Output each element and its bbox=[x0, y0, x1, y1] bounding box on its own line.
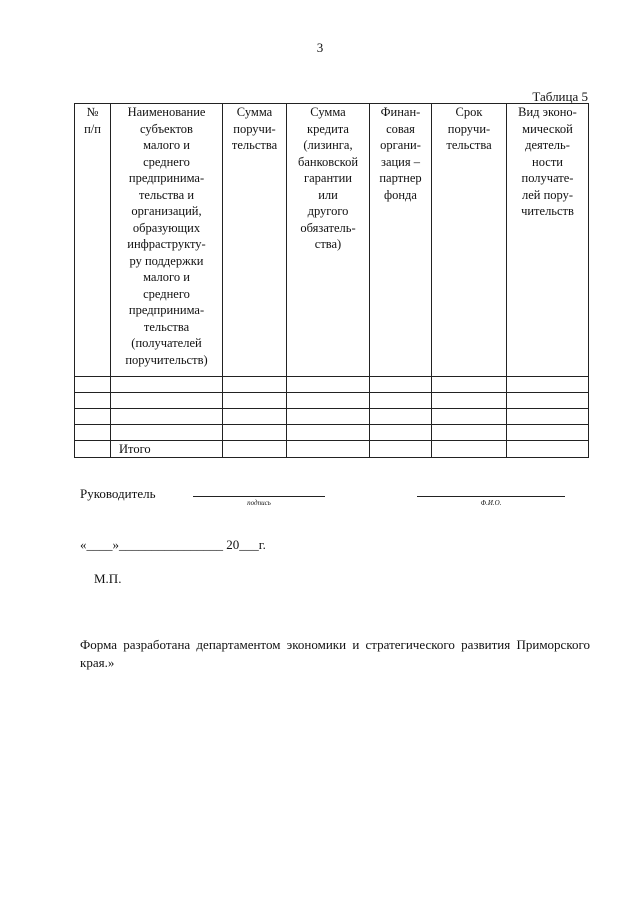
column-header-line: или bbox=[318, 187, 338, 202]
column-header-line: поручи- bbox=[233, 121, 276, 136]
column-header-partner-organization bbox=[370, 104, 432, 377]
column-header-line: малого и bbox=[143, 270, 190, 284]
column-header-line: кредита bbox=[307, 121, 349, 136]
stamp-placeholder: М.П. bbox=[94, 571, 122, 586]
signature-line bbox=[193, 496, 325, 497]
column-header-line: ства) bbox=[314, 237, 342, 251]
column-header-guarantee-term bbox=[432, 104, 507, 377]
column-header-line: Финан- bbox=[380, 105, 421, 119]
column-header-line: получате- bbox=[521, 171, 574, 185]
column-header-line: среднего bbox=[143, 154, 190, 169]
table-header-row bbox=[75, 104, 589, 377]
date-line: «____»________________ 20___г. bbox=[80, 537, 266, 552]
column-header-line: инфраструкту- bbox=[127, 237, 206, 251]
table-row bbox=[75, 425, 589, 441]
column-header-line: мической bbox=[522, 121, 573, 136]
column-header-line: лей пору- bbox=[521, 187, 574, 202]
report-table bbox=[74, 103, 589, 458]
table-total-row bbox=[75, 441, 589, 458]
signature-caption: подпись bbox=[247, 499, 271, 507]
column-header-line: тельства bbox=[446, 138, 492, 152]
table-row bbox=[75, 393, 589, 409]
column-header-line: тельства bbox=[143, 319, 190, 334]
column-header-line: совая bbox=[386, 121, 415, 136]
column-header-line: образующих bbox=[132, 220, 201, 235]
column-header-line: тельства и bbox=[138, 187, 195, 202]
column-header-line: обязатель- bbox=[300, 220, 356, 235]
column-header-line: Срок bbox=[455, 105, 483, 119]
table-row bbox=[75, 377, 589, 393]
table-row bbox=[75, 409, 589, 425]
column-header-line: № bbox=[86, 105, 99, 119]
column-header-line: Сумма bbox=[236, 105, 273, 119]
table-caption: Таблица 5 bbox=[532, 89, 588, 104]
column-header-line: зация – bbox=[381, 154, 420, 169]
total-label: Итого bbox=[111, 441, 223, 458]
column-header-line: тельства bbox=[231, 138, 278, 152]
column-header-line: (получателей bbox=[131, 336, 202, 350]
column-header-line: предпринима- bbox=[128, 171, 205, 185]
column-header-line: ности bbox=[532, 154, 563, 169]
column-header-line: Вид эконо- bbox=[518, 105, 577, 119]
column-header-activity-type bbox=[507, 104, 589, 377]
column-header-line: другого bbox=[307, 204, 349, 218]
column-header-line: органи- bbox=[380, 138, 421, 152]
column-header-guarantee-amount bbox=[223, 104, 287, 377]
column-header-line: организаций, bbox=[131, 204, 202, 218]
column-header-line: деятель- bbox=[525, 138, 570, 152]
column-header-credit-amount bbox=[287, 104, 370, 377]
page-number: 3 bbox=[316, 40, 324, 55]
column-header-number bbox=[75, 104, 111, 377]
column-header-line: малого и bbox=[143, 138, 190, 152]
column-header-line: (лизинга, bbox=[303, 138, 353, 152]
footer-note: Форма разработана департаментом экономики и стратегического развития Приморского края.» bbox=[80, 637, 590, 670]
column-header-line: Сумма bbox=[310, 105, 346, 119]
column-header-recipient-name bbox=[111, 104, 223, 377]
signatory-role: Руководитель bbox=[80, 486, 156, 501]
column-header-line: фонда bbox=[384, 187, 417, 202]
column-header-line: гарантии bbox=[303, 171, 352, 185]
name-caption: Ф.И.О. bbox=[480, 499, 502, 507]
column-header-line: среднего bbox=[143, 286, 190, 301]
column-header-line: ру поддержки bbox=[129, 253, 204, 268]
column-header-line: Наименование bbox=[127, 105, 206, 119]
column-header-line: предпринима- bbox=[128, 303, 205, 317]
column-header-line: поручи- bbox=[447, 121, 491, 136]
column-header-line: банковской bbox=[297, 154, 359, 169]
column-header-line: чительств bbox=[521, 204, 574, 218]
column-header-line: партнер bbox=[379, 171, 422, 185]
column-header-line: субъектов bbox=[140, 121, 193, 136]
name-line bbox=[417, 496, 565, 497]
column-header-line: поручительств) bbox=[125, 352, 208, 367]
column-header-line: п/п bbox=[84, 121, 101, 136]
